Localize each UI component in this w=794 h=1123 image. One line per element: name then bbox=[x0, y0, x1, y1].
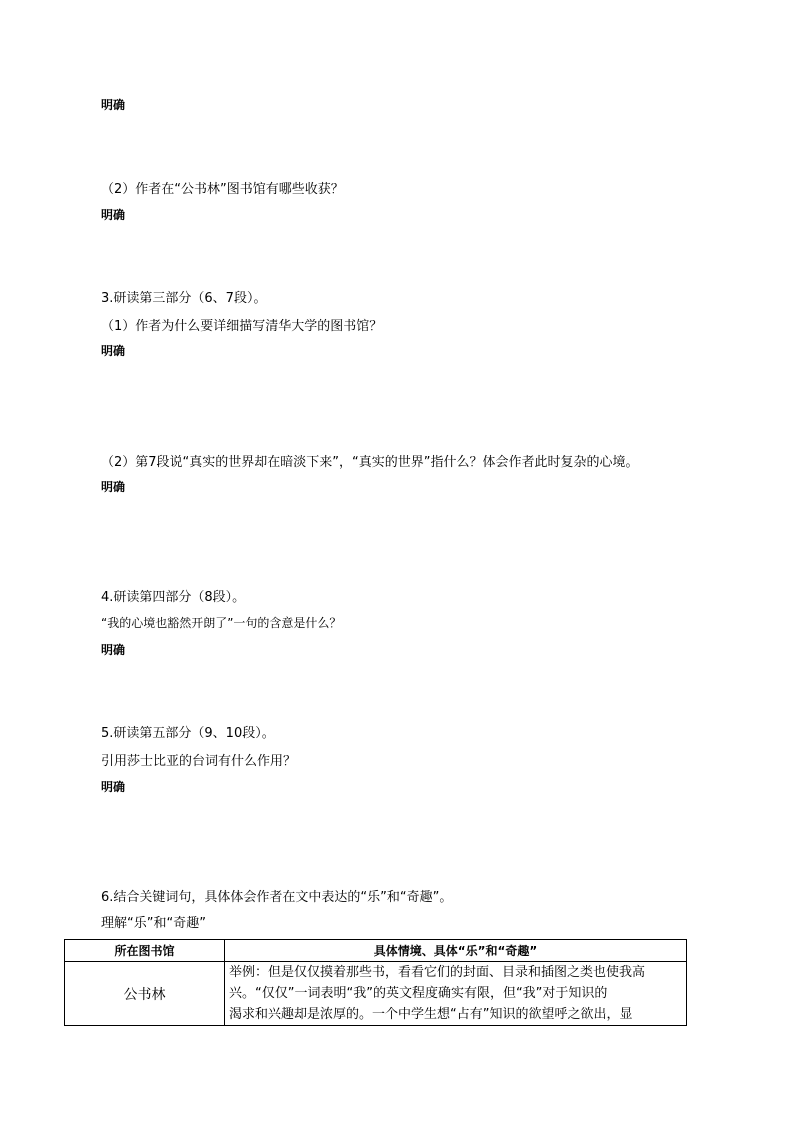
description-cell bbox=[225, 962, 687, 1026]
table-header-cell: 所在图书馆 bbox=[65, 940, 225, 962]
question-4: “我的心境也豁然开朗了”一句的含意是什么？ bbox=[101, 616, 342, 630]
table-row bbox=[65, 962, 687, 1026]
section-3-heading: 3.研读第三部分（6、7段）。 bbox=[101, 291, 267, 306]
library-table bbox=[64, 939, 687, 1026]
description-line: 渴求和兴趣却是浓厚的。一个中学生想“占有”知识的欲望呼之欲出，显 bbox=[229, 1007, 633, 1022]
answer-label: 明确 bbox=[101, 780, 126, 794]
table-header-row bbox=[65, 940, 687, 962]
section-4-heading: 4.研读第四部分（8段）。 bbox=[101, 590, 246, 605]
answer-label: 明确 bbox=[101, 208, 126, 222]
description-line: 兴。“仅仅”一词表明“我”的英文程度确实有限，但“我”对于知识的 bbox=[229, 986, 608, 1001]
table-header-cell: 具体情境、具体“乐”和“奇趣” bbox=[225, 940, 687, 962]
answer-label: 明确 bbox=[101, 643, 126, 657]
question-3-2: （2）第7段说“真实的世界却在暗淡下来”，“真实的世界”指什么？体会作者此时复杂的心境。 bbox=[101, 455, 639, 470]
section-6-heading: 6.结合关键词句，具体体会作者在文中表达的“乐”和“奇趣”。 bbox=[101, 890, 453, 905]
description-line: 举例：但是仅仅摸着那些书，看看它们的封面、目录和插图之类也使我高 bbox=[229, 965, 646, 980]
answer-label: 明确 bbox=[101, 344, 126, 358]
question-3-1: （1）作者为什么要详细描写清华大学的图书馆？ bbox=[101, 319, 383, 334]
answer-label: 明确 bbox=[101, 480, 126, 494]
question-5: 引用莎士比亚的台词有什么作用？ bbox=[101, 754, 297, 769]
section-6-subheading: 理解“乐”和“奇趣” bbox=[101, 916, 206, 931]
section-5-heading: 5.研读第五部分（9、10段）。 bbox=[101, 726, 275, 741]
answer-label: 明确 bbox=[101, 98, 126, 112]
library-name-cell: 公书林 bbox=[65, 962, 225, 1026]
question-2-2: （2）作者在“公书林”图书馆有哪些收获？ bbox=[101, 182, 344, 197]
